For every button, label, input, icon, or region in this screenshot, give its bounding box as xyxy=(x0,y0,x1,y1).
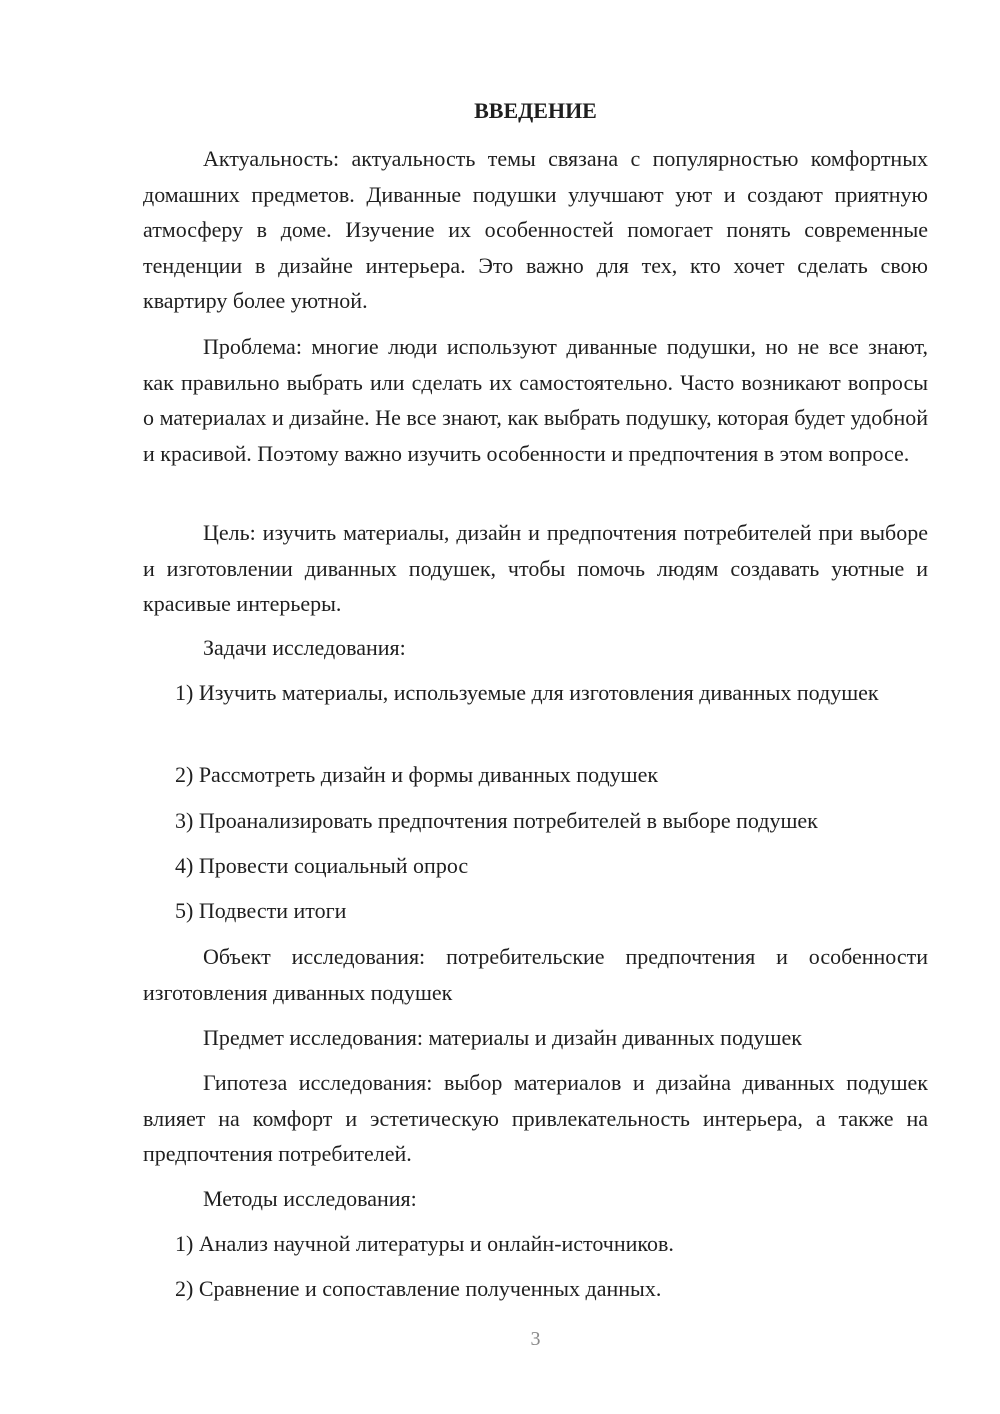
subject-paragraph: Предмет исследования: материалы и дизайн диванных подушек xyxy=(203,1025,802,1050)
task-item-4: 4) Провести социальный опрос xyxy=(175,853,469,878)
object-paragraph: Объект исследования: потребительские предпочтения и особенности изготовления диванных подушек xyxy=(143,944,928,1005)
goal-paragraph: Цель: изучить материалы, дизайн и предпочтения потребителей при выборе и изготовлении диванных подушек, чтобы помочь людям создавать уютные и красивые интерьеры. xyxy=(143,520,928,616)
page-number: 3 xyxy=(530,1328,541,1350)
method-item-2: 2) Сравнение и сопоставление полученных данных. xyxy=(175,1276,662,1301)
document-page xyxy=(143,0,928,1414)
page-title: ВВЕДЕНИЕ xyxy=(474,98,597,123)
tasks-heading: Задачи исследования: xyxy=(203,635,406,660)
relevance-paragraph: Актуальность: актуальность темы связана с популярностью комфортных домашних предметов. Диванные подушки улучшают уют и создают приятную атмосферу в доме. Изучение их особенностей помогает понять современные тенденции в дизайне интерьера. Это важно для тех, кто хочет сделать свою квартиру более уютной. xyxy=(143,146,928,313)
method-item-1: 1) Анализ научной литературы и онлайн-источников. xyxy=(175,1231,674,1256)
methods-heading: Методы исследования: xyxy=(203,1186,417,1211)
task-item-5: 5) Подвести итоги xyxy=(175,898,347,923)
hypothesis-paragraph: Гипотеза исследования: выбор материалов и дизайна диванных подушек влияет на комфорт и эстетическую привлекательность интерьера, а также на предпочтения потребителей. xyxy=(143,1070,928,1166)
task-item-1: 1) Изучить материалы, используемые для изготовления диванных подушек xyxy=(175,680,879,705)
problem-paragraph: Проблема: многие люди используют диванные подушки, но не все знают, как правильно выбрать или сделать их самостоятельно. Часто возникают вопросы о материалах и дизайне. Не все знают, как выбрать подушку, которая будет удобной и красивой. Поэтому важно изучить особенности и предпочтения в этом вопросе. xyxy=(143,334,928,466)
task-item-2: 2) Рассмотреть дизайн и формы диванных подушек xyxy=(175,762,659,787)
task-item-3: 3) Проанализировать предпочтения потребителей в выборе подушек xyxy=(175,808,818,833)
